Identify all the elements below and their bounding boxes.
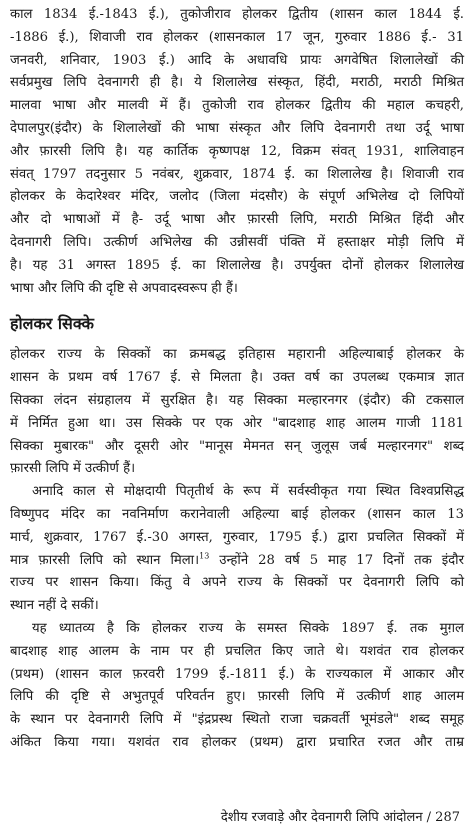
text-line: के स्थान पर देवनागरी लिपि में "इंद्रप्रस्थ स्थितो राजा चक्रवर्ती भूमंडले" शब्द समूह [10,712,464,728]
text-line: जनवरी, शनिवार, 1903 ई.) आदि के अधावधि प्रायः अगवेषित शिलालेखों की [10,52,464,68]
paragraph-inscriptions [10,4,464,300]
text-line: में निर्मित हुआ था। उस सिक्के पर एक ओर "बादशाह शाह आलम गाजी 1181 [10,415,464,431]
text-line: सिक्का लंदन संग्रहालय में सुरक्षित है। यह सिक्का मल्हारनगर (इंदौर) की टकसाल [10,392,464,408]
text-line: शासन के प्रथम वर्ष 1767 ई. से मिलता है। उक्त वर्ष का उपलब्ध एकमात्र ज्ञात [10,370,464,386]
text-line: काल 1834 ई.-1843 ई.), तुकोजीराव होलकर द्वितीय (शासन काल 1844 ई. [10,7,464,22]
text-line: मालवा भाषा और मालवी में हैं। तुकोजी राव होलकर द्वितीय की महाल कचहरी, [10,98,464,114]
page-footer: देशीय रजवाड़े और देवनागरी लिपि आंदोलन / 287 [220,810,460,825]
text-line: और दो भाषाओं में है- उर्दू भाषा और फ़ारसी लिपि, मराठी मिश्रित हिंदी और [10,212,464,228]
text-line: (प्रथम) (शासन काल फ़रवरी 1799 ई.-1811 ई.) के राज्यकाल में आकार और [10,666,464,682]
text-line: यह ध्यातव्य है कि होलकर राज्य के समस्त सिक्के 1897 ई. तक मुग़ल [32,620,464,636]
section-heading: होलकर सिक्के [10,314,94,334]
text-segment: उन्होंने 28 वर्ष 5 माह 17 दिनों तक इंदौर [209,552,464,568]
text-line: संवत् 1797 तदनुसार 5 नवंबर, शुक्रवार, 1874 ई. का शिलालेख है। शिवाजी राव [10,166,464,182]
paragraph-ahilyabai [10,481,464,618]
footnote-marker[interactable]: 13 [199,551,210,561]
text-line: है। यह 31 अगस्त 1895 ई. का शिलालेख है। उपर्युक्त दोनों होलकर शिलालेख [10,257,464,273]
text-line: देवनागरी लिपि। उत्कीर्ण अभिलेख की उन्नीसवीं पंक्ति में हस्ताक्षर मोड़ी लिपि में [10,234,464,250]
text-line: अनादि काल से मोक्षदायी पितृतीर्थ के रूप में सर्वस्वीकृत गया स्थित विश्वप्रसिद्ध [32,484,464,500]
text-line: सर्वप्रमुख लिपि देवनागरी ही है। ये शिलालेख संस्कृत, हिंदी, मराठी, मराठी मिश्रित [10,75,464,91]
text-line: -1886 ई.), शिवाजी राव होलकर (शासनकाल 17 जून, गुरुवार 1886 ई.- 31 [10,29,464,45]
text-line: विष्णुपद मंदिर का नवनिर्माण करानेवाली अहिल्या बाई होलकर (शासन काल 13 [10,506,464,522]
text-line: और फ़ारसी लिपि है। यह कार्तिक कृष्णपक्ष 12, विक्रम संवत् 1931, शालिवाहन [10,143,464,159]
text-line: देपालपुर(इंदौर) के शिलालेखों की भाषा संस्कृत और लिपि देवनागरी तथा उर्दू भाषा [10,120,464,136]
text-line: होलकर के केदारेश्वर मंदिर, जलोद (जिला मंदसौर) के संपूर्ण अभिलेख दो लिपियों [10,189,464,205]
text-line: सिक्का मुबारक" और दूसरी ओर "मानूस मेमनत सन् जुलूस जर्ब मल्हारनगर" शब्द [10,438,464,454]
text-line: फ़ारसी लिपि में उत्कीर्ण हैं। [10,461,136,477]
text-segment: मात्र फ़ारसी लिपि को स्थान मिला। [10,552,200,568]
text-line: भाषा और लिपि की दृष्टि से अपवादस्वरूप ही हैं। [10,280,238,296]
text-line: बादशाह शाह आलम के नाम पर ही प्रचलित किए जाते थे। यशवंत राव होलकर [10,643,464,659]
text-line: मार्च, शुक्रवार, 1767 ई.-30 अगस्त, गुरुवार, 1795 ई.) द्वारा प्रचलित सिक्कों में [10,529,464,545]
text-line-with-footnote [10,550,464,573]
text-line: राज्य पर शासन किया। किंतु वे अपने राज्य के सिक्कों पर देवनागरी लिपि को [10,575,464,591]
paragraph-yashwant-rao [10,618,464,755]
text-line: लिपि की दृष्टि से अभुतपूर्व परिवर्तन हुए। फ़ारसी लिपि में उत्कीर्ण शाह आलम [10,689,464,705]
paragraph-coin-history [10,344,464,481]
text-line: स्थान नहीं दे सकीं। [10,598,99,614]
text-line: होलकर राज्य के सिक्कों का क्रमबद्ध इतिहास महारानी अहिल्याबाई होलकर के [10,347,464,363]
text-line: अंकित किया गया। यशवंत राव होलकर (प्रथम) द्वारा प्रचारित रजत और ताम्र [10,734,464,750]
